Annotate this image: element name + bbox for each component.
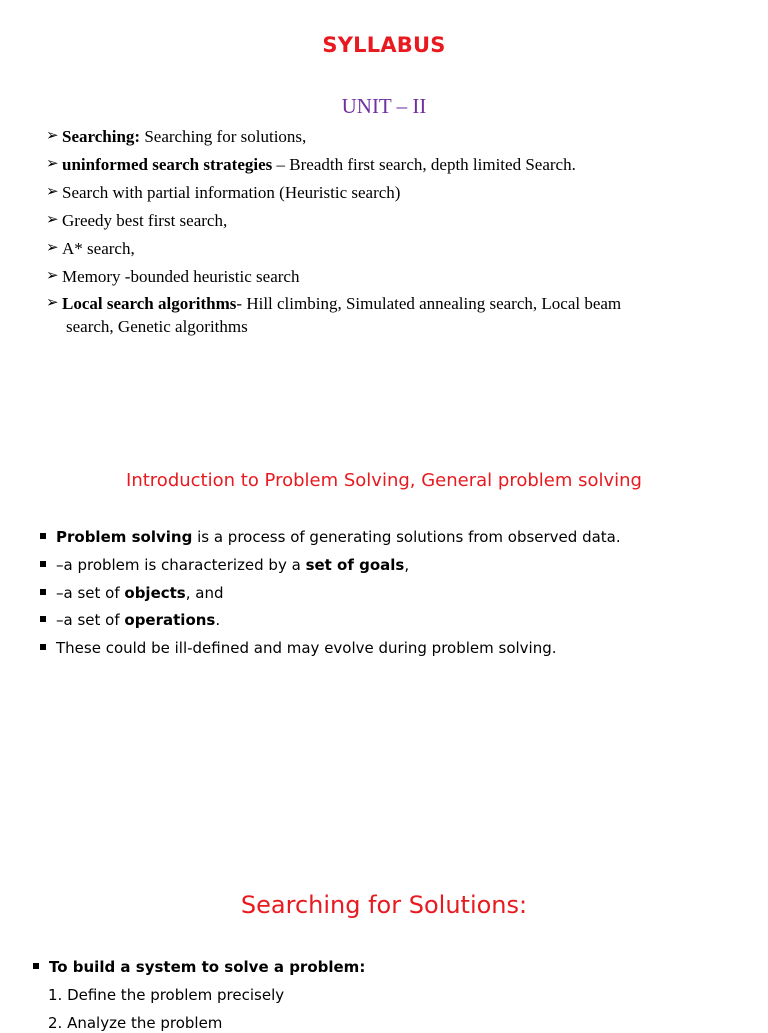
syllabus-title: SYLLABUS xyxy=(322,33,446,57)
arrow-bullet-icon: ➢ xyxy=(46,295,59,311)
arrow-bullet-icon: ➢ xyxy=(46,128,59,144)
item-text: –a set of xyxy=(56,584,125,602)
square-bullet-icon xyxy=(40,533,46,539)
square-bullet-icon xyxy=(40,589,46,595)
unit-topic-list xyxy=(46,126,726,346)
arrow-bullet-icon: ➢ xyxy=(46,240,59,256)
arrow-bullet-icon: ➢ xyxy=(46,184,59,200)
problem-solving-list xyxy=(40,527,740,667)
arrow-bullet-icon: ➢ xyxy=(46,156,59,172)
item-text: A* search, xyxy=(62,239,135,258)
item-text: – Breadth first search, depth limited Search. xyxy=(272,155,576,174)
unit-title: UNIT – II xyxy=(341,94,427,118)
square-bullet-icon xyxy=(40,644,46,650)
item-text: Searching for solutions, xyxy=(140,127,307,146)
item-bold: set of goals xyxy=(305,556,405,574)
item-text: Search with partial information (Heuristic search) xyxy=(62,183,401,202)
item-text: . xyxy=(215,611,221,629)
item-text: Greedy best first search, xyxy=(62,211,228,230)
item-bold: operations xyxy=(124,611,216,629)
arrow-bullet-icon: ➢ xyxy=(46,212,59,228)
item-text: These could be ill-defined and may evolve during problem solving. xyxy=(56,639,557,657)
item-text: , xyxy=(404,556,410,574)
item-text: Memory -bounded heuristic search xyxy=(62,267,300,286)
item-text: –a set of xyxy=(56,611,125,629)
searching-heading: Searching for Solutions: xyxy=(240,891,528,919)
item-text: is a process of generating solutions from observed data. xyxy=(192,528,621,546)
item-bold: Searching: xyxy=(62,127,141,146)
intro-heading: Introduction to Problem Solving, General problem solving xyxy=(126,470,642,491)
list-item xyxy=(46,293,726,341)
item-text: - Hill climbing, Simulated annealing search, Local beam xyxy=(236,294,622,313)
item-bold: objects xyxy=(124,584,186,602)
searching-list xyxy=(33,957,733,1032)
searching-lead: To build a system to solve a problem: xyxy=(49,958,366,976)
step-item: 1. Define the problem precisely xyxy=(48,986,285,1004)
item-text: , and xyxy=(185,584,224,602)
item-bold: Problem solving xyxy=(56,528,193,546)
square-bullet-icon xyxy=(40,616,46,622)
square-bullet-icon xyxy=(33,963,39,969)
step-item: 2. Analyze the problem xyxy=(48,1014,223,1032)
item-bold: uninformed search strategies xyxy=(62,155,273,174)
arrow-bullet-icon: ➢ xyxy=(46,268,59,284)
square-bullet-icon xyxy=(40,561,46,567)
item-text: –a problem is characterized by a xyxy=(56,556,306,574)
item-bold: Local search algorithms xyxy=(62,294,237,313)
item-continuation: search, Genetic algorithms xyxy=(66,317,248,336)
